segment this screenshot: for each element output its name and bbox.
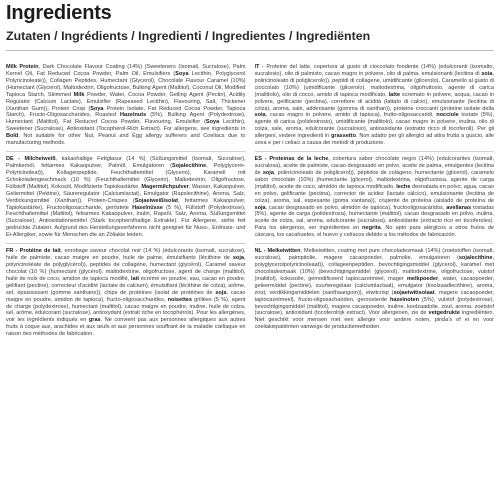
ingredient-text: , Melkeiwitten, coating met pure chocoladesmaak (14%) (zoetstoffen (isomalt, sucralose), palmpitolie, magere cacaopoeder, palmolie, emulgatoren ( bbox=[254, 248, 494, 262]
ingredient-text: . No apto para alérgicos a otros frutos de cáscara, los cacahuetes, el huevo y celíacos debido a los métodos de fabricación. bbox=[254, 225, 494, 239]
allergen-text: hazelnoten bbox=[389, 296, 419, 303]
allergen-text: lait bbox=[131, 275, 140, 282]
ingredient-text: , kakaohaltige Fettglasur (14 %) (Süßungsmittel (Isomalt, Sucralose), Palmkernöl, fettarmes Kakaopulver, Palmöl, Emulgatoren ( bbox=[6, 156, 246, 169]
ingredient-text: , magere cacaopoeder, tapiocazetmeel), fructo-oligosachariden, geroosterde bbox=[254, 289, 494, 303]
allergen-text: soia bbox=[254, 112, 266, 119]
ingredient-text: Lecithin), Sweetener (Sucralose), Antioxidant (Tocopherol-Rich Extract). For allergens, see ingredients in bbox=[6, 119, 246, 133]
header-divider bbox=[6, 50, 494, 51]
allergen-text: negrita bbox=[362, 225, 381, 232]
allergen-text: grassetto bbox=[331, 133, 356, 140]
ingredient-text: , Polyglycerin-Polyricinoleat)), Kollagenpeptide, Feuchthaltemittel (Glycerin), Karamell mit Schokoladengeschmack (10 %) (Feuchthaltemittel (Glycerin), Maltodextrin, Oligofructose, Füllstoff (Maltitol), Kokosöl, Modifizierte Tapiokastärke, bbox=[6, 162, 246, 190]
ingredient-text: (5%), vulstof (polydextrose), bevochtigingsmiddel (maltitol), magere cacaopoeder, inuline, koolzaadolie, zout, aroma, zoetstof (sucralose), antioxidant (tocoferolrijk extract). Voor allergenen, zie de bbox=[254, 296, 494, 317]
ingredient-text: , polirricinoleato de poliglicerol)), péptidos de colágeno, humectante (glicerol), caramelo sabor chocolate (10%) (humectante (glicerol), maltodextrina, oligofructosa, agente de carga (maltitol), aceite de coco, almidón de tapioca modificado, bbox=[254, 169, 494, 190]
ingredient-text: tostadas (5%), agente de carga (polidextrosa), humectante (maltitol), cacao desgrasado en polvo, inulina, aceite de colza, sal, aroma, edulcorante (sucralosa), antioxidante (extracto rico en tocoferoles). Para los alergenos, ver ingredientes en bbox=[254, 204, 494, 232]
ingredient-text: tostate (5%), agente di carica (polidestrosio), umidificante (maltitolo), cacao magro in polvere, inulina, olio di colza, sale, aroma, edulcorante (sucralosio), antiossidante (estratto ricco di tocoferoli). Per gli allergeni, vedere ingredienti in bbox=[254, 112, 494, 140]
page-title: Ingredients bbox=[6, 2, 112, 24]
allergen-text: IT bbox=[254, 64, 260, 70]
allergen-text: latte bbox=[388, 91, 401, 98]
ingredient-text: , cacao magro in polvere, amido di tapioca), frutto-oligosaccaridi, bbox=[265, 112, 437, 119]
ingredient-text: , Wasser, Kakaopulver, Geliermittel (Pektine), Säureregulator (Calciumlactat), Emulgator (Rapslecithine), Aroma, Salz, Verdickungsmittel (Xanthan)), Protein-Crispies ( bbox=[6, 183, 246, 204]
ingredient-text: grillées (5 %), agent de charge (polydextrose), humectant (maltitol), cacao maigre en poudre, inuline, huile de colza, sel, arôme, édulcorant (sucralose), antioxydant (extrait riche en tocophérols). Pour les allergènes, voir les ingrédients indiqués en bbox=[6, 296, 246, 324]
ingredient-text: , cobertura sabor chocolate negro (14%) (edulcorantes (isomalt, sucralosa), aceite de palmiste, cacao desgrasado en polvo, aceite de palma, emulgentes (lecitina de bbox=[254, 156, 494, 176]
ingredient-text: écrémé en poudre, eau, cacao en poudre, gélifiant (pectine), correcteur d'acidité (lactate de calcium), émulsifiant (lécithine de colza), arôme, sel, épaississant (gomme xanthane)), chips de protéines (isolat de protéines de bbox=[6, 275, 246, 296]
section-divider bbox=[255, 151, 495, 152]
ingredient-text: - Proteine del latte, copertura al gusto di cioccolato fondente (14%) (edulcoranti (isomalto, sucralosio), olio di palmisto, cacao magro in polvere, olio di palma, emulsionanti (lecitina di bbox=[254, 64, 494, 77]
ingredient-text: . Ne convient pas aux personnes allergiques aux autres fruits à coque aux, arachides et aux œufs et aux personnes souffrant de la maladie cœliaque en raison des méthodes de fabrication. bbox=[6, 317, 246, 338]
ingredient-text: , cacao desgrasado en polvo, almidón de tapioca), fructooligosacáridos, bbox=[265, 204, 447, 211]
ingredient-text: desnatada en polvo, agua, cacao en polvo, gelificante (pectina), corrector de acidez (lactato cálcico), emulsionante (lecitina de colza), aroma, sal, espesante (goma xantana)), crujiente de proteína (aislado de proteína de bbox=[254, 183, 494, 204]
ingredients-es bbox=[255, 156, 495, 239]
allergen-text: nocciole bbox=[436, 112, 459, 119]
allergen-text: ES - Proteínas de la leche bbox=[254, 156, 329, 163]
ingredient-text: , polyglycerolpolyricinoleaat)), collageenpeptiden, bevochtigingsmiddel (glycerol), karamel met chocoladesmaak (10%) (bevochtigingsmiddel (glycerol), maltodextrine, oligofructose, vulstof (maltitol), kokosolie, gemodificeerd tapiocazetmeel, mager bbox=[254, 255, 494, 282]
allergen-text: Soya bbox=[175, 70, 189, 77]
ingredients-fr bbox=[6, 248, 246, 338]
allergen-text: soja bbox=[215, 289, 227, 296]
allergen-text: gras bbox=[88, 317, 101, 324]
allergen-text: Sojaeiweißisolat bbox=[134, 197, 178, 204]
ingredients-en bbox=[6, 64, 246, 147]
ingredient-text: , poliricinoleato di poliglicerolo)), peptidi di collagene, umidificante (glicerolo), Caramello al gusto di cioccolato (10%) (umidificante (glicerolo), maltodestrina, oligofruttosio, agente di carica (maltitolo), olio di cocco, amido di tapioca modificato, bbox=[254, 70, 494, 98]
ingredient-text: , polyricinoléate de polyglycérol)), peptides de collagène, humectant (glycérol), Caramel saveur chocolat (10 %) (humectant (glycérol), maltodextrine, oligofructose, agent de charge (maltitol), huile de noix de coco, amidon de tapioca modifié, bbox=[6, 255, 246, 282]
allergen-text: soja bbox=[254, 204, 266, 211]
ingredient-text: . Not suitable for other Nut, Peanut and Egg allergy sufferers and Coeliacs due to manufacturing methods. bbox=[6, 133, 246, 147]
allergen-text: FR - Protéine de lait bbox=[6, 248, 61, 255]
allergen-text: soja bbox=[262, 169, 274, 176]
allergen-text: Milk bbox=[73, 91, 85, 98]
allergen-text: Soya bbox=[205, 119, 220, 126]
ingredients-grid bbox=[6, 64, 494, 500]
allergen-text: noisettes bbox=[167, 296, 192, 303]
allergen-text: melkpoeder bbox=[406, 275, 439, 282]
ingredients-nl bbox=[255, 248, 495, 331]
allergen-text: soia bbox=[481, 70, 493, 77]
allergen-text: Soya bbox=[90, 105, 104, 112]
page-subtitle: Zutaten / Ingrédients / Ingredienti / Ingredientes / Ingrediënten bbox=[6, 29, 371, 43]
ingredient-text: , enrobage saveur chocolat noir (14 %) (édulcorants (isomalt, sucralose), huile de palmiste, cacao maigre en poudre, huile de palme, émulsifiants (lécithine de bbox=[6, 248, 246, 262]
ingredient-text: , water, cacaopoeder, geleermiddel (pectine), zuurteregelaar (calciumlactaat), emulgator (koolzaadlecithine), aroma, zout, verdikkingsmiddelen (xanthaangom)), eiwitcrisp ( bbox=[254, 275, 494, 296]
allergen-text: NL - Melkeiwitten bbox=[254, 248, 301, 255]
allergen-text: Magermilchpulver bbox=[141, 183, 189, 190]
allergen-text: sojaeiwitisolaat bbox=[393, 289, 435, 296]
allergen-text: leche bbox=[396, 183, 411, 190]
ingredient-text: scremato in polvere, acqua, cacao in polvere, gelificante (pectina), correttore di acidità (lattato di calcio), emulsionante (lecitina di colza), aroma, sale, addensante (gomma di xanthan)), proteine croccanti (proteine isolate della bbox=[254, 91, 494, 112]
section-divider bbox=[6, 151, 246, 152]
ingredient-text: ingrediënten. Niet geschikt voor mensen met een allergie voor andere noten, pinda's of ei en voor coeliakiepatiënten vanwege de productiemethoden. bbox=[254, 310, 494, 331]
allergen-text: Bold bbox=[6, 133, 19, 140]
ingredients-de bbox=[6, 156, 246, 239]
allergen-text: Hazelnuts bbox=[120, 112, 147, 119]
ingredient-text: , fettarmes Kakaopulver, Tapiokastärke), Fructooligosaccharide, geröstete bbox=[6, 197, 246, 211]
ingredient-text: (5 %), Füllstoff (Polydextrose), Feuchthaltemittel (Maltitol), fettarmes Kakaopulver, Inulin, Rapsöl, Salz, Aroma, Süßungsmittel (Sucralose), Antioxidationsmittel (Stark tocopherolhaltige Extrakte). Für Allergene, siehe fett gedruckte Zutaten. Aufgrund des Herstellungsverfahrens nicht geeignet für Nuss-, Erdnuss- und Ei-Allergiker, sowie für Menschen die an Zöliakie leiden. bbox=[6, 204, 246, 239]
allergen-text: Haselnüsse bbox=[132, 204, 163, 211]
section-divider bbox=[255, 243, 495, 244]
ingredient-text: (5%), Bulking Agent (Polydextrose), Humectant (Maltitol), Fat Reduced Cocoa Powder, Flavouring, Emulsifier ( bbox=[6, 112, 246, 126]
allergen-text: Sojalecithine bbox=[172, 162, 207, 169]
right-column bbox=[255, 64, 495, 500]
allergen-text: vetgedrukte bbox=[428, 310, 460, 317]
allergen-text: soja bbox=[232, 255, 244, 262]
ingredient-text: , cacao maigre en poudre, amidon de tapioca), fructo-oligosaccharides, bbox=[6, 289, 246, 303]
left-column bbox=[6, 64, 246, 500]
allergen-text: Milk Protein bbox=[6, 64, 39, 70]
section-divider bbox=[6, 243, 246, 244]
ingredient-text: . Non adatto per gli allergici ad altra frutta a guscio, alle uova e per i celiaci a causa dei metodi di produzione. bbox=[254, 133, 494, 147]
ingredients-it bbox=[255, 64, 495, 147]
ingredient-text: Protein Isolate, Fat Reduced Cocoa Powder, Tapioca Starch), Fructo-Oligosaccharides, Roasted bbox=[6, 105, 246, 119]
allergen-text: sojalecithine bbox=[458, 255, 493, 262]
allergen-text: avellanas bbox=[446, 204, 472, 211]
ingredient-text: Lecithin, Polyglycerol Polyricinoleate)), Collagen Peptides, Humectant (Glycerol), Chocolate Flavour Caramel (10%) (Humectant (Glycerol), Maltodextrin, Oligofructose, Bulking Agent (Maltitol), Coconut Oil, Modified Tapioca Starch, Skimmed bbox=[6, 70, 246, 98]
ingredient-text: Powder, Water, Cocoa Powder, Gelling Agent (Pectin), Acidity Regulator (Calcium Lactate), Emulsifier (Rapeseed Lecithin), Flavouring, Salt, Thickener (Xanthan Gum)), Protein Crisp ( bbox=[6, 91, 246, 112]
allergen-text: DE - Milcheiweiß bbox=[6, 156, 56, 163]
ingredient-text: , Dark Chocolate Flavour Coating (14%) (Sweeteners (Isomalt, Sucralose), Palm Kernel Oil, Fat Reduced Cocoa Powder, Palm Oil, Emulsifiers ( bbox=[6, 64, 246, 77]
